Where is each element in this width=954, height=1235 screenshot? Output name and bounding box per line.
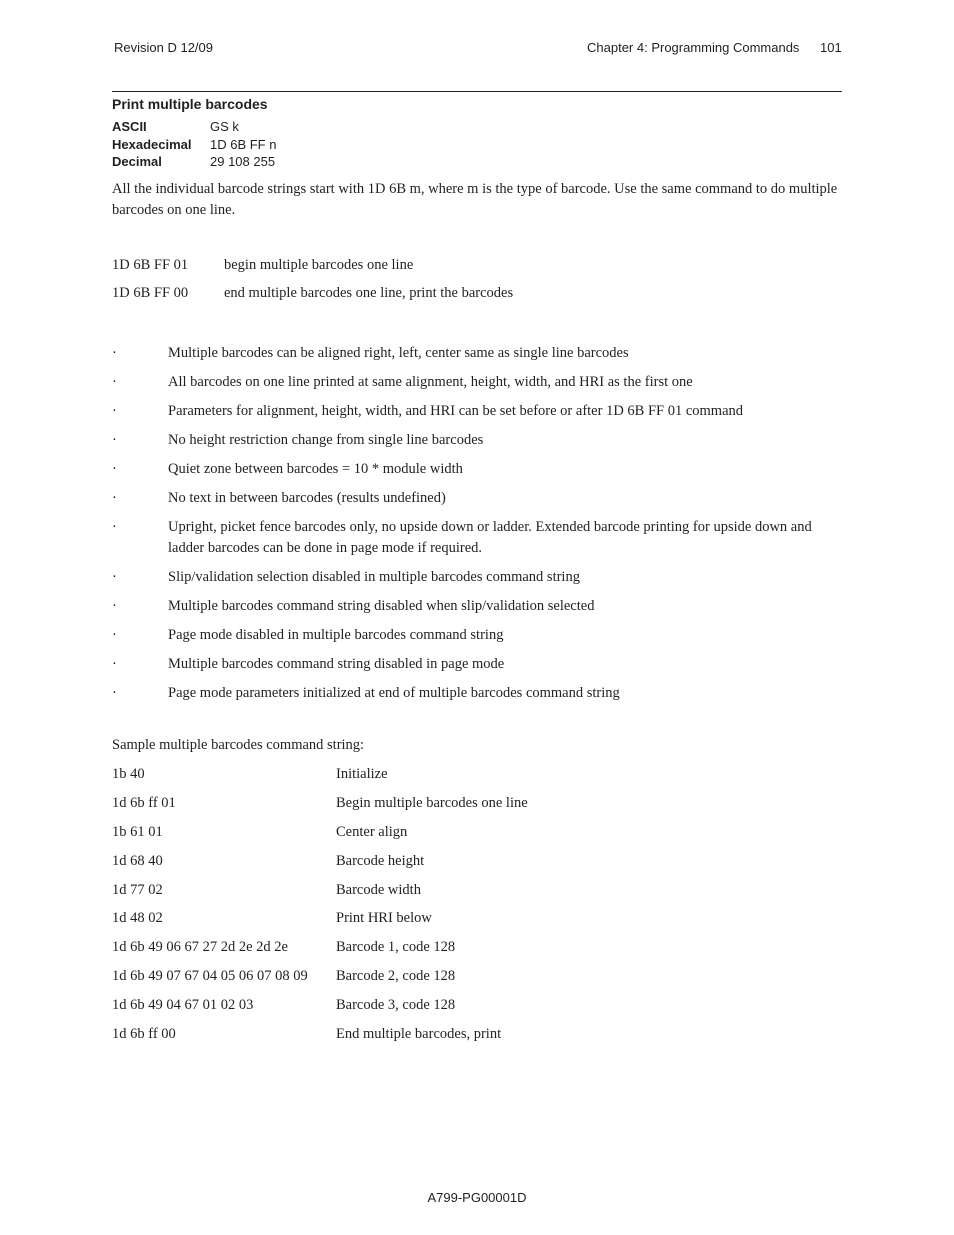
command-codes [112,118,276,171]
list-item [112,401,842,422]
sample-code: 1d 6b ff 01 [112,794,176,811]
bullet-text: Quiet zone between barcodes = 10 * module width [168,461,463,477]
bullet-list [112,343,842,703]
sample-description: Barcode width [336,881,421,898]
intro-paragraph: All the individual barcode strings start with 1D 6B m, where m is the type of barcode. Use the same command to do multiple barcodes on one line. [112,181,838,218]
bullet-text: Page mode parameters initialized at end of multiple barcodes command string [168,684,620,701]
sample-description: Barcode height [336,852,425,869]
bullet-dot: · [112,490,117,506]
command-row-begin [112,257,413,274]
command-description: begin multiple barcodes one line [224,257,414,273]
bullet-dot: · [112,403,117,419]
bullet-dot: · [112,568,117,585]
sample-code: 1d 48 02 [112,910,163,927]
bullet-text: Multiple barcodes command string disabled in page mode [168,655,505,672]
code-label: Decimal [112,154,162,169]
code-row-hexadecimal [112,136,276,154]
sample-heading: Sample multiple barcodes command string: [112,737,365,753]
sample-description: Center align [336,823,408,840]
command-row-end [112,285,513,302]
list-item [112,488,842,509]
command-code: 1D 6B FF 01 [112,257,189,273]
list-item [112,459,842,480]
sample-row [112,910,528,939]
sample-code: 1b 61 01 [112,823,163,840]
sample-row [112,1026,528,1055]
code-row-decimal [112,153,276,171]
list-item [112,372,842,393]
sample-row [112,997,528,1026]
sample-description: Begin multiple barcodes one line [336,794,528,811]
bullet-dot: · [112,461,117,477]
bullet-text: No height restriction change from single line barcodes [168,432,484,448]
sample-description: Barcode 3, code 128 [336,997,456,1014]
sample-table [112,766,528,1055]
list-item [112,517,842,558]
sample-code: 1d 6b 49 07 67 04 05 06 07 08 09 [112,968,308,985]
sample-row [112,939,528,968]
document-id-footer: A799-PG00001D [427,1190,527,1205]
code-label: Hexadecimal [112,136,192,152]
bullet-text: Multiple barcodes command string disabled when slip/validation selected [168,597,595,614]
sample-row [112,766,528,795]
sample-description: Print HRI below [336,910,432,927]
bullet-dot: · [112,655,117,672]
revision-label: Revision D 12/09 [114,40,213,55]
code-row-ascii [112,118,276,136]
bullet-dot: · [112,597,117,614]
bullet-text: Parameters for alignment, height, width, and HRI can be set before or after 1D 6B FF 01 command [168,403,744,419]
sample-description: Initialize [336,766,388,782]
list-item [112,654,842,675]
code-label: ASCII [112,119,147,134]
bullet-text: Page mode disabled in multiple barcodes command string [168,626,504,643]
list-item [112,567,842,588]
code-value: 29 108 255 [210,154,276,169]
sample-code: 1d 68 40 [112,852,163,869]
bullet-dot: · [112,519,117,535]
section-title: Print multiple barcodes [112,96,268,112]
list-item [112,683,842,704]
list-item [112,343,842,364]
bullet-text: All barcodes on one line printed at same alignment, height, width, and HRI as the first one [168,374,693,390]
sample-description: End multiple barcodes, print [336,1026,502,1043]
sample-description: Barcode 1, code 128 [336,939,456,956]
list-item [112,625,842,646]
code-value: 1D 6B FF n [210,136,277,152]
sample-row [112,882,528,911]
sample-row [112,968,528,997]
bullet-text: Upright, picket fence barcodes only, no upside down or ladder. Extended barcode printing for upside down and ladder barcodes can be done in page mode if required. [168,519,812,556]
sample-code: 1b 40 [112,766,145,782]
sample-row [112,853,528,882]
bullet-text: No text in between barcodes (results undefined) [168,490,446,506]
bullet-dot: · [112,432,117,448]
bullet-dot: · [112,374,117,390]
bullet-dot: · [112,626,117,643]
sample-code: 1d 6b 49 04 67 01 02 03 [112,997,254,1014]
command-description: end multiple barcodes one line, print the barcodes [224,285,514,301]
bullet-text: Slip/validation selection disabled in multiple barcodes command string [168,568,580,585]
bullet-dot: · [112,345,117,361]
header-rule [112,91,842,92]
sample-row [112,795,528,824]
sample-code: 1d 6b ff 00 [112,1026,176,1043]
page-number: 101 [820,40,842,55]
command-code: 1D 6B FF 00 [112,285,189,301]
list-item [112,430,842,451]
code-value: GS k [210,119,239,134]
sample-row [112,824,528,853]
bullet-text: Multiple barcodes can be aligned right, left, center same as single line barcodes [168,345,629,361]
list-item [112,596,842,617]
bullet-dot: · [112,684,117,701]
sample-code: 1d 77 02 [112,881,163,898]
sample-description: Barcode 2, code 128 [336,968,456,985]
sample-code: 1d 6b 49 06 67 27 2d 2e 2d 2e [112,939,288,956]
chapter-title: Chapter 4: Programming Commands [587,40,800,55]
